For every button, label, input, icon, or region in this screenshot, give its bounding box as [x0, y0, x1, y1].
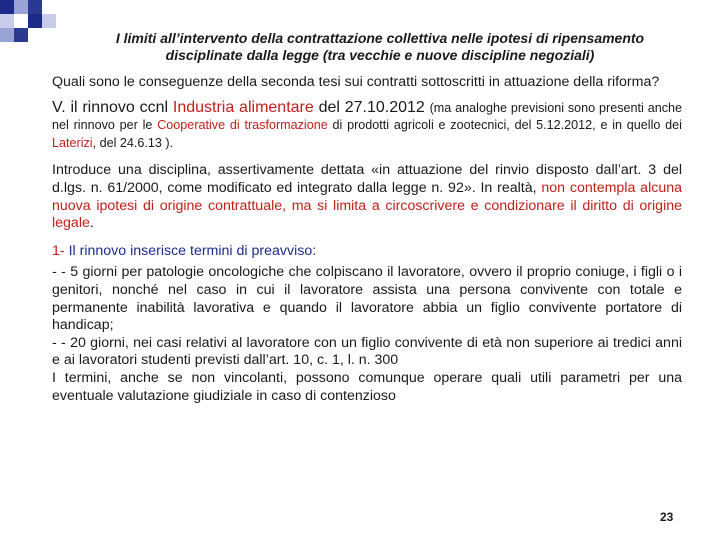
decor-square [42, 14, 56, 28]
twenty-days-paragraph: - - 20 giorni, nei casi relativi al lavoratore con un figlio convivente di età non superiore ai tredici anni e ai lavoratori studenti previsti dall’art. 10, c. 1, l. n. 300 [52, 334, 682, 369]
decor-square [14, 0, 28, 14]
contract-laterizi: Laterizi [52, 135, 93, 150]
notice-heading [32, 243, 682, 261]
question-paragraph: Quali sono le conseguenze della seconda tesi sui contratti sottoscritti in attuazione della riforma? [52, 74, 660, 90]
decor-square [0, 14, 14, 28]
decor-square [0, 28, 14, 42]
introduces-paragraph [32, 162, 682, 232]
closing-paragraph: I termini, anche se non vincolanti, possono comunque operare quali utili parametri per una eventuale valutazione giudiziale in caso di contenzioso [52, 369, 682, 404]
decor-square [28, 14, 42, 28]
decor-square [28, 0, 42, 14]
introduces-red: non contempla alcuna nuova ipotesi di origine contrattuale, ma si limita a circoscrivere e condizionare il diritto di origine legale [52, 179, 682, 232]
decor-square [14, 14, 28, 28]
decor-square [0, 0, 14, 14]
contract-prefix: V. il rinnovo ccnl [52, 98, 173, 116]
contract-note-1: (ma analoghe previsioni sono presenti anche nel rinnovo per le [52, 100, 683, 133]
decor-square [14, 28, 28, 42]
notice-text: Il rinnovo inserisce termini di preavviso: [64, 242, 317, 259]
introduces-text: Introduce una disciplina, assertivamente dettata «in attuazione del rinvio disposto dall’art. 3 del d.lgs. n. 61/2000, come modificato ed integrato dalla legge n. 92». In realtà, [52, 162, 682, 196]
contract-date: del 27.10.2012 [313, 98, 430, 116]
page-number: 23 [660, 510, 674, 524]
contract-industria: Industria alimentare [172, 98, 314, 116]
contract-paragraph [32, 99, 682, 153]
contract-note-3: , del 24.6.13 ). [92, 135, 174, 150]
five-days-paragraph: - - 5 giorni per patologie oncologiche che colpiscano il lavoratore, ovvero il proprio coniuge, i figli o i genitori, nonché nel caso in cui il lavoratore assista una persona convivente con totale e permanente inabilità lavorativa e quando il lavoratore abbia un figlio convivente portatore di handicap; [52, 264, 682, 334]
contract-note-2: di prodotti agricoli e zootecnici, del 5.12.2012, e in quello dei [327, 118, 682, 133]
title-line-2: disciplinate dalla legge (tra vecchie e nuove discipline negoziali) [165, 47, 595, 63]
slide-title [60, 30, 700, 64]
notice-number: 1- [52, 242, 65, 259]
slide-body [32, 74, 682, 412]
introduces-end: . [89, 215, 94, 232]
contract-coop: Cooperative di trasformazione [157, 118, 328, 133]
title-line-1: I limiti all’intervento della contrattazione collettiva nelle ipotesi di ripensamento [115, 30, 645, 46]
